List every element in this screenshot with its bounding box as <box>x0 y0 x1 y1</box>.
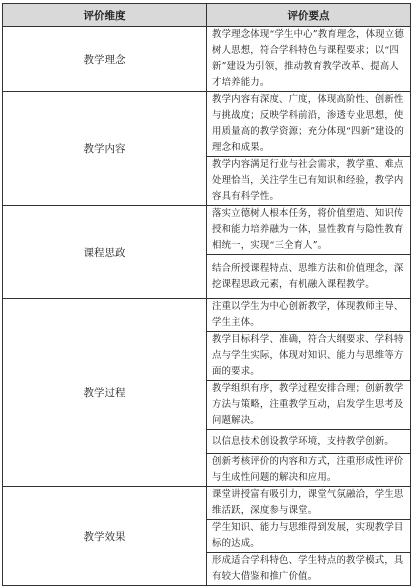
point-cell: 以信息技术创设教学环境，支持教学创新。 <box>207 430 411 454</box>
point-cell: 结合所授课程特点、思维方法和价值理念，深挖课程思政元素，有机融入课程教学。 <box>207 255 411 299</box>
point-cell: 教学组织有序，教学过程安排合理；创新教学方法与策略，注重教学互动，启发学生思考及问题解决。 <box>207 381 411 430</box>
point-cell: 课堂讲授富有吸引力，课堂气氛融洽，学生思维活跃，深度参与课堂。 <box>207 487 411 520</box>
point-cell: 落实立德树人根本任务，将价值塑造、知识传授和能力培养融为一体，显性教育与隐性教育相统一，实现“三全育人”。 <box>207 206 411 255</box>
table-row <box>3 299 411 332</box>
point-cell: 注重以学生为中心创新教学，体现教师主导、学生主体。 <box>207 299 411 332</box>
point-cell: 创新考核评价的内容和方式，注重形成性评价与生成性问题的解决和应用。 <box>207 454 411 487</box>
dimension-cell-content: 教学内容 <box>3 92 207 206</box>
table-row <box>3 487 411 520</box>
point-cell: 教学目标科学、准确，符合大纲要求、学科特点与学生实际，体现对知识、能力与思维等方面的要求。 <box>207 332 411 381</box>
dimension-cell-effect: 教学效果 <box>3 487 207 586</box>
table-row <box>3 27 411 92</box>
table-row <box>3 206 411 255</box>
evaluation-table <box>2 3 411 586</box>
table-header-row <box>3 4 411 27</box>
header-points: 评价要点 <box>207 4 411 27</box>
header-dimension: 评价维度 <box>3 4 207 27</box>
point-cell: 教学内容有深度、广度，体现高阶性、创新性与挑战度；反映学科前沿，渗透专业思想，使用质量高的教学资源；充分体现“四新”建设的理念和成果。 <box>207 92 411 157</box>
point-cell: 形成适合学科特色、学生特点的教学模式，具有较大借鉴和推广价值。 <box>207 553 411 586</box>
dimension-cell-ideology: 课程思政 <box>3 206 207 299</box>
dimension-cell-process: 教学过程 <box>3 299 207 487</box>
dimension-cell-concept: 教学理念 <box>3 27 207 92</box>
table-row <box>3 92 411 157</box>
point-cell: 学生知识、能力与思维得到发展，实现教学目标的达成。 <box>207 520 411 553</box>
point-cell: 教学内容满足行业与社会需求，教学重、难点处理恰当，关注学生已有知识和经验，教学内容具有科学性。 <box>207 157 411 206</box>
point-cell: 教学理念体现“学生中心”教育理念，体现立德树人思想，符合学科特色与课程要求；以“四新”建设为引领，推动教育教学改革、提高人才培养能力。 <box>207 27 411 92</box>
